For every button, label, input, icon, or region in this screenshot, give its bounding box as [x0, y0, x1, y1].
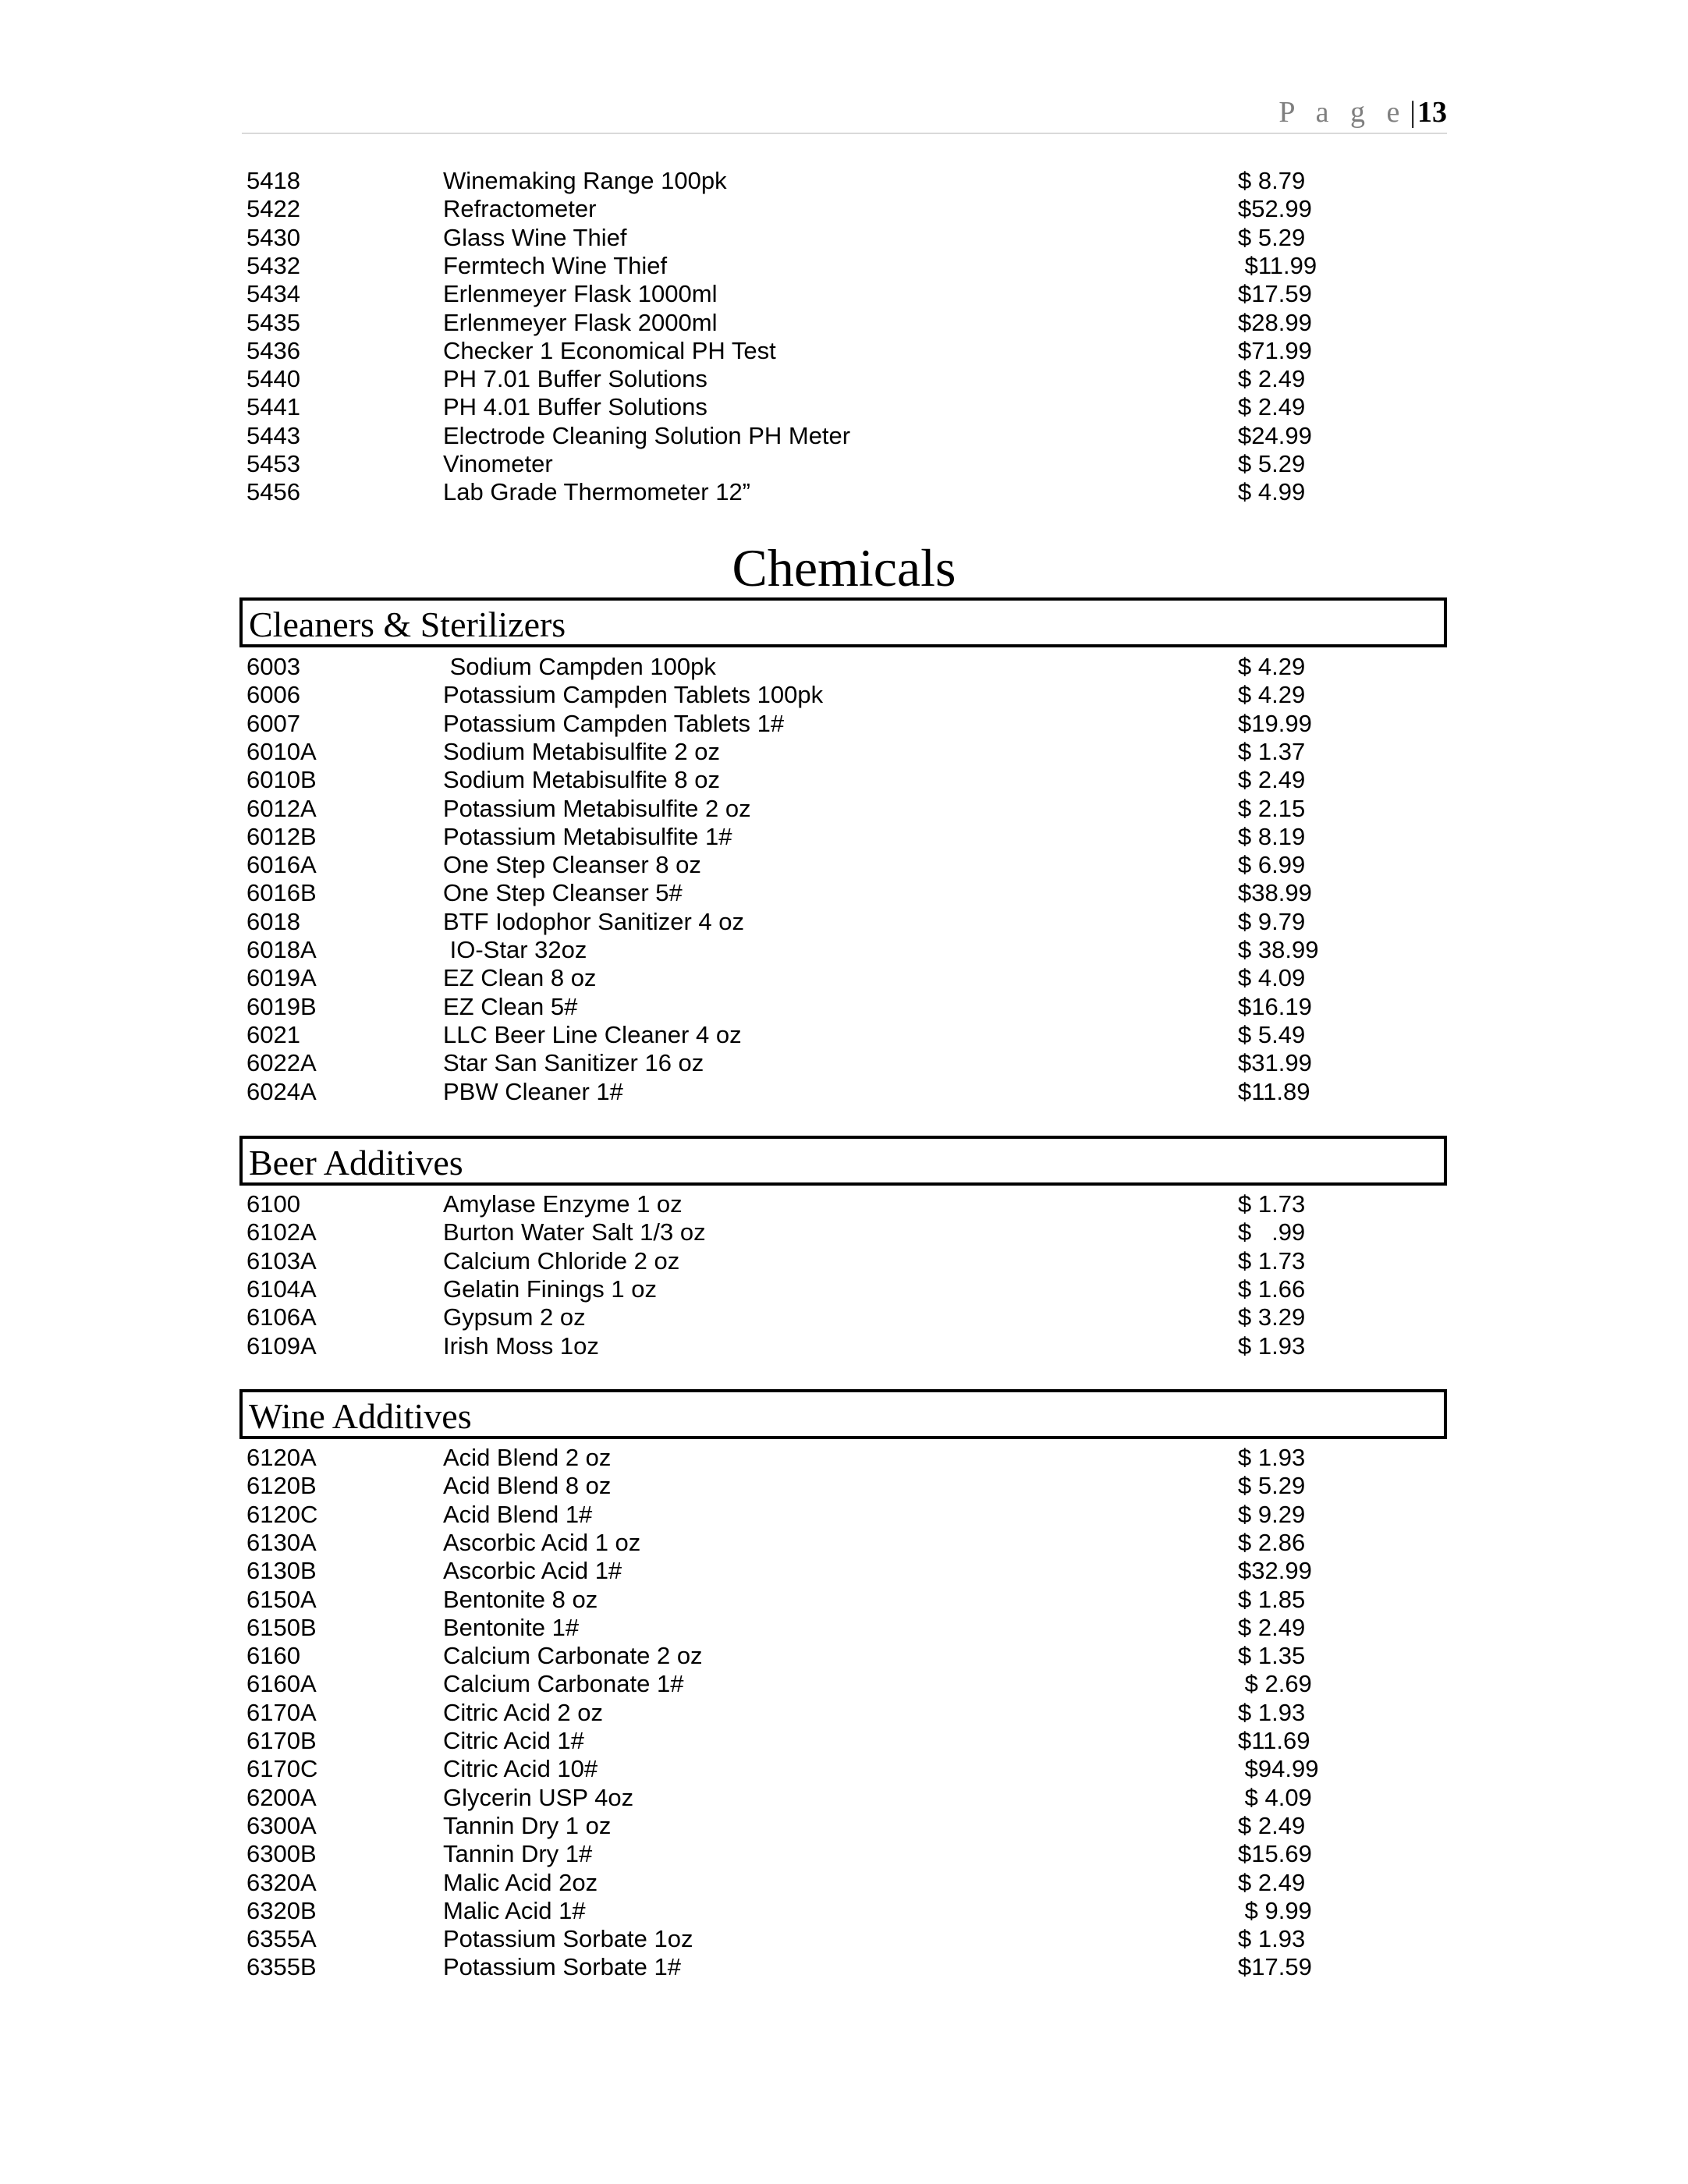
- item-code: 6010A: [246, 737, 317, 765]
- item-price: $ 2.49: [1238, 1811, 1306, 1839]
- item-price: $ 4.29: [1238, 681, 1306, 709]
- item-price: $ 5.29: [1238, 1472, 1306, 1500]
- item-description: Potassium Metabisulfite 1#: [443, 822, 732, 850]
- item-code: 6170B: [246, 1727, 317, 1754]
- product-row: [246, 1077, 1339, 1106]
- product-row: [246, 1048, 1339, 1077]
- product-row: [246, 279, 1339, 308]
- section-title: Wine Additives: [249, 1396, 472, 1436]
- item-price: $ 2.49: [1238, 1868, 1306, 1896]
- item-price: $ 1.93: [1238, 1331, 1306, 1360]
- item-price: $ 1.66: [1238, 1275, 1306, 1303]
- item-description: Ascorbic Acid 1 oz: [443, 1528, 641, 1556]
- product-row: [246, 1585, 1339, 1614]
- product-row: [246, 1811, 1339, 1840]
- item-price: $ 1.73: [1238, 1246, 1306, 1275]
- item-code: 6006: [246, 681, 300, 709]
- chemicals-heading: Chemicals: [732, 538, 956, 597]
- item-price: $ 2.49: [1238, 393, 1306, 421]
- item-description: EZ Clean 8 oz: [443, 964, 597, 992]
- item-price: $ 1.37: [1238, 737, 1306, 765]
- item-code: 6104A: [246, 1275, 317, 1303]
- item-code: 6170C: [246, 1755, 318, 1783]
- product-row: [246, 1443, 1339, 1472]
- product-row: [246, 822, 1339, 851]
- item-description: Fermtech Wine Thief: [443, 251, 668, 279]
- item-price: $ 5.49: [1238, 1020, 1306, 1048]
- item-code: 6024A: [246, 1077, 317, 1105]
- item-price: $ 2.49: [1238, 1613, 1306, 1641]
- item-code: 6021: [246, 1020, 300, 1048]
- item-price: $ 38.99: [1238, 936, 1319, 963]
- item-price: $71.99: [1238, 336, 1312, 364]
- item-description: Winemaking Range 100pk: [443, 167, 727, 194]
- item-code: 6019A: [246, 964, 317, 992]
- item-code: 6012B: [246, 822, 317, 850]
- section-wine-additives: [239, 1389, 1447, 1439]
- item-price: $ 3.29: [1238, 1303, 1306, 1331]
- product-row: [246, 1303, 1339, 1331]
- product-row: [246, 1246, 1339, 1275]
- item-description: Vinometer: [443, 450, 553, 477]
- item-description: One Step Cleanser 8 oz: [443, 851, 701, 879]
- item-description: Glass Wine Thief: [443, 223, 627, 251]
- product-row: [246, 1528, 1339, 1557]
- item-code: 6160: [246, 1642, 300, 1670]
- item-code: 6007: [246, 709, 300, 737]
- item-code: 6150B: [246, 1613, 317, 1641]
- item-description: Calcium Carbonate 2 oz: [443, 1642, 703, 1670]
- item-price: $ 2.86: [1238, 1528, 1306, 1556]
- item-description: Bentonite 8 oz: [443, 1585, 598, 1613]
- item-price: $ 4.09: [1238, 1783, 1312, 1811]
- product-row: [246, 1754, 1339, 1783]
- item-price: $28.99: [1238, 308, 1312, 336]
- page-label: P a g e: [1278, 96, 1407, 129]
- product-row: [246, 449, 1339, 478]
- product-row: [246, 1783, 1339, 1812]
- item-price: $ 9.99: [1238, 1896, 1312, 1924]
- item-code: 6300A: [246, 1811, 317, 1839]
- item-price: $ 8.79: [1238, 167, 1306, 194]
- section-beer-additives: [239, 1136, 1447, 1186]
- product-row: [246, 1698, 1339, 1727]
- product-row: [246, 1726, 1339, 1755]
- item-code: 6150A: [246, 1585, 317, 1613]
- item-price: $17.59: [1238, 280, 1312, 308]
- product-row: [246, 166, 1339, 195]
- product-row: [246, 336, 1339, 365]
- item-code: 6355A: [246, 1925, 317, 1953]
- product-row: [246, 709, 1339, 738]
- product-row: [246, 308, 1339, 337]
- item-description: Sodium Campden 100pk: [443, 653, 716, 680]
- product-row: [246, 1218, 1339, 1246]
- item-description: Electrode Cleaning Solution PH Meter: [443, 421, 851, 449]
- item-price: $ 2.15: [1238, 794, 1306, 822]
- item-price: $ 1.93: [1238, 1698, 1306, 1726]
- item-description: Star San Sanitizer 16 oz: [443, 1049, 704, 1077]
- item-code: 5436: [246, 336, 300, 364]
- item-code: 5456: [246, 478, 300, 506]
- item-description: Sodium Metabisulfite 8 oz: [443, 766, 720, 794]
- item-description: Gypsum 2 oz: [443, 1303, 586, 1331]
- item-price: $ 4.99: [1238, 478, 1306, 506]
- item-description: Malic Acid 1#: [443, 1896, 586, 1924]
- page-separator: |: [1410, 96, 1416, 129]
- item-code: 6120A: [246, 1444, 317, 1471]
- product-row: [246, 963, 1339, 992]
- page-header: [242, 95, 1447, 134]
- item-price: $31.99: [1238, 1049, 1312, 1077]
- item-description: Calcium Carbonate 1#: [443, 1670, 684, 1698]
- product-row: [246, 194, 1339, 223]
- section-cleaners-sterilizers: [239, 597, 1447, 647]
- item-description: Potassium Metabisulfite 2 oz: [443, 794, 751, 822]
- product-row: [246, 907, 1339, 936]
- item-price: $ 2.49: [1238, 365, 1306, 393]
- item-price: $19.99: [1238, 709, 1312, 737]
- item-price: $11.89: [1238, 1077, 1310, 1105]
- item-price: $11.99: [1238, 251, 1317, 279]
- product-row: [246, 1868, 1339, 1897]
- item-code: 5435: [246, 308, 300, 336]
- item-code: 6103A: [246, 1246, 317, 1275]
- item-price: $ 1.35: [1238, 1642, 1306, 1670]
- item-code: 6170A: [246, 1698, 317, 1726]
- item-description: Ascorbic Acid 1#: [443, 1557, 622, 1585]
- item-description: Acid Blend 8 oz: [443, 1472, 612, 1500]
- item-description: Erlenmeyer Flask 1000ml: [443, 280, 718, 308]
- item-description: Tannin Dry 1 oz: [443, 1811, 612, 1839]
- product-row: [246, 992, 1339, 1021]
- item-code: 6200A: [246, 1783, 317, 1811]
- item-description: Bentonite 1#: [443, 1613, 580, 1641]
- product-row: [246, 652, 1339, 681]
- item-code: 6016A: [246, 851, 317, 879]
- section-title: Beer Additives: [249, 1143, 463, 1182]
- item-price: $94.99: [1238, 1755, 1319, 1783]
- item-code: 6019B: [246, 992, 317, 1020]
- item-code: 5434: [246, 280, 300, 308]
- product-row: [246, 794, 1339, 823]
- product-row: [246, 223, 1339, 252]
- item-code: 5441: [246, 393, 300, 421]
- item-code: 6016B: [246, 879, 317, 907]
- item-price: $11.69: [1238, 1727, 1310, 1754]
- section-title: Cleaners & Sterilizers: [249, 604, 566, 644]
- item-price: $32.99: [1238, 1557, 1312, 1585]
- item-description: Sodium Metabisulfite 2 oz: [443, 737, 720, 765]
- item-price: $ 9.29: [1238, 1500, 1306, 1528]
- product-row: [246, 737, 1339, 766]
- page-number: 13: [1417, 96, 1447, 129]
- item-code: 6012A: [246, 794, 317, 822]
- item-description: Amylase Enzyme 1 oz: [443, 1190, 683, 1218]
- item-description: Checker 1 Economical PH Test: [443, 336, 776, 364]
- item-code: 5443: [246, 421, 300, 449]
- product-row: [246, 1952, 1339, 1981]
- product-row: [246, 935, 1339, 964]
- item-description: Glycerin USP 4oz: [443, 1783, 634, 1811]
- item-code: 5432: [246, 251, 300, 279]
- item-description: Erlenmeyer Flask 2000ml: [443, 308, 718, 336]
- item-description: One Step Cleanser 5#: [443, 879, 683, 907]
- item-code: 6018A: [246, 936, 317, 963]
- item-price: $ 4.09: [1238, 964, 1306, 992]
- item-code: 6010B: [246, 766, 317, 794]
- item-code: 6003: [246, 653, 300, 680]
- item-price: $15.69: [1238, 1840, 1312, 1868]
- item-code: 6130B: [246, 1557, 317, 1585]
- product-row: [246, 1669, 1339, 1698]
- item-description: PH 4.01 Buffer Solutions: [443, 393, 707, 421]
- item-price: $24.99: [1238, 421, 1312, 449]
- item-description: Acid Blend 1#: [443, 1500, 593, 1528]
- product-row: [246, 1839, 1339, 1868]
- item-description: IO-Star 32oz: [443, 936, 587, 963]
- product-row: [246, 477, 1339, 506]
- item-code: 6100: [246, 1190, 300, 1218]
- item-description: PBW Cleaner 1#: [443, 1077, 623, 1105]
- item-code: 6320A: [246, 1868, 317, 1896]
- item-code: 6102A: [246, 1218, 317, 1246]
- item-description: Refractometer: [443, 195, 597, 223]
- item-description: Malic Acid 2oz: [443, 1868, 598, 1896]
- item-description: Citric Acid 10#: [443, 1755, 598, 1783]
- item-description: Citric Acid 2 oz: [443, 1698, 604, 1726]
- item-price: $17.59: [1238, 1953, 1312, 1981]
- item-description: Gelatin Finings 1 oz: [443, 1275, 657, 1303]
- item-code: 6120C: [246, 1500, 318, 1528]
- item-description: Acid Blend 2 oz: [443, 1444, 612, 1471]
- item-code: 6018: [246, 907, 300, 935]
- item-description: Tannin Dry 1#: [443, 1840, 593, 1868]
- item-price: $ 5.29: [1238, 450, 1306, 477]
- item-code: 6130A: [246, 1528, 317, 1556]
- product-row: [246, 1924, 1339, 1953]
- item-price: $ 2.49: [1238, 766, 1306, 794]
- product-row: [246, 1641, 1339, 1670]
- item-code: 6300B: [246, 1840, 317, 1868]
- product-row: [246, 1190, 1339, 1218]
- product-row: [246, 765, 1339, 794]
- item-price: $16.19: [1238, 992, 1312, 1020]
- item-description: Potassium Sorbate 1oz: [443, 1925, 693, 1953]
- item-description: Potassium Campden Tablets 100pk: [443, 681, 824, 709]
- item-description: Lab Grade Thermometer 12”: [443, 478, 751, 506]
- item-code: 5418: [246, 167, 300, 194]
- item-price: $38.99: [1238, 879, 1312, 907]
- item-code: 5422: [246, 195, 300, 223]
- item-description: PH 7.01 Buffer Solutions: [443, 365, 707, 393]
- item-price: $ 4.29: [1238, 653, 1306, 680]
- item-price: $ 1.93: [1238, 1925, 1306, 1953]
- item-code: 6109A: [246, 1331, 317, 1360]
- product-row: [246, 421, 1339, 450]
- product-row: [246, 680, 1339, 709]
- item-code: 6160A: [246, 1670, 317, 1698]
- item-description: Calcium Chloride 2 oz: [443, 1246, 680, 1275]
- product-row: [246, 392, 1339, 421]
- product-row: [246, 1896, 1339, 1925]
- item-price: $ 1.85: [1238, 1585, 1306, 1613]
- item-price: $52.99: [1238, 195, 1312, 223]
- item-price: $ 1.93: [1238, 1444, 1306, 1471]
- item-price: $ 5.29: [1238, 223, 1306, 251]
- item-description: Potassium Campden Tablets 1#: [443, 709, 785, 737]
- item-code: 6320B: [246, 1896, 317, 1924]
- product-row: [246, 364, 1339, 393]
- item-price: $ 6.99: [1238, 851, 1306, 879]
- item-price: $ 9.79: [1238, 907, 1306, 935]
- item-description: BTF Iodophor Sanitizer 4 oz: [443, 907, 744, 935]
- item-description: EZ Clean 5#: [443, 992, 578, 1020]
- item-price: $ 2.69: [1238, 1670, 1312, 1698]
- product-row: [246, 850, 1339, 879]
- product-row: [246, 251, 1339, 280]
- product-row: [246, 1275, 1339, 1303]
- product-row: [246, 1556, 1339, 1585]
- product-row: [246, 1500, 1339, 1529]
- product-row: [246, 1020, 1339, 1049]
- item-price: $ 1.73: [1238, 1190, 1306, 1218]
- product-row: [246, 1613, 1339, 1642]
- item-code: 6106A: [246, 1303, 317, 1331]
- item-price: $ 8.19: [1238, 822, 1306, 850]
- item-code: 6355B: [246, 1953, 317, 1981]
- item-description: Irish Moss 1oz: [443, 1331, 599, 1360]
- item-code: 6120B: [246, 1472, 317, 1500]
- item-description: Burton Water Salt 1/3 oz: [443, 1218, 706, 1246]
- item-description: LLC Beer Line Cleaner 4 oz: [443, 1020, 742, 1048]
- item-code: 5453: [246, 450, 300, 477]
- item-code: 5440: [246, 365, 300, 393]
- product-row: [246, 1471, 1339, 1500]
- product-row: [246, 1331, 1339, 1360]
- item-code: 6022A: [246, 1049, 317, 1077]
- item-description: Citric Acid 1#: [443, 1727, 584, 1754]
- item-price: $ .99: [1238, 1218, 1306, 1246]
- item-code: 5430: [246, 223, 300, 251]
- item-description: Potassium Sorbate 1#: [443, 1953, 682, 1981]
- product-row: [246, 878, 1339, 907]
